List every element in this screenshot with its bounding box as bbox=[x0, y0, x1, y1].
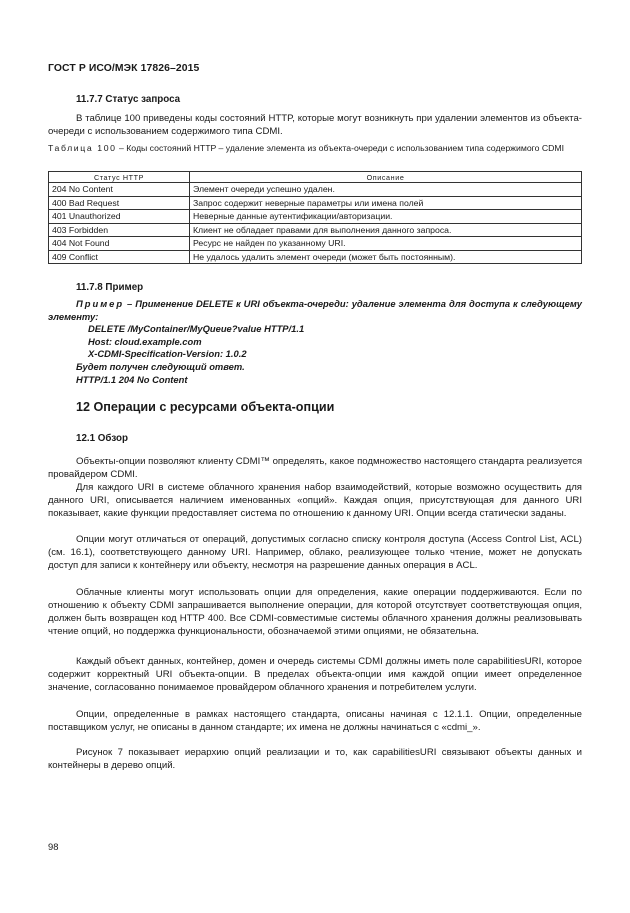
table-row bbox=[49, 237, 582, 251]
table-caption bbox=[48, 143, 582, 155]
code-line: DELETE /MyContainer/MyQueue?value HTTP/1.1 bbox=[88, 323, 305, 335]
standard-header: ГОСТ Р ИСО/МЭК 17826–2015 bbox=[48, 63, 200, 74]
example-text: – Применение DELETE к URI объекта-очереди: удаление элемента для доступа к следующему элементу: bbox=[48, 298, 582, 322]
table-header-row bbox=[49, 172, 582, 183]
table-header-status: Статус HTTP bbox=[49, 172, 190, 183]
overview-paragraph: Объекты-опции позволяют клиенту CDMI™ определять, какое подмножество настоящего стандарта реализуется провайдером CDMI. bbox=[48, 456, 583, 481]
example-block bbox=[48, 298, 582, 386]
description-cell: Клиент не обладает правами для выполнения данного запроса. bbox=[190, 223, 582, 237]
example-lead bbox=[48, 298, 582, 323]
intro-paragraph: В таблице 100 приведены коды состояний HTTP, которые могут возникнуть при удалении элементов из объекта-очереди с использованием содержимого типа CDMI. bbox=[48, 113, 582, 138]
table-row bbox=[49, 223, 582, 237]
table-row bbox=[49, 196, 582, 210]
section-title-12-1: 12.1 Обзор bbox=[76, 433, 128, 444]
overview-paragraph: Для каждого URI в системе облачного хранения набор взаимодействий, которые возможно осуществить для данного URI, описывается наличием именованных «опций». Каждая опция, присутствующая для данного URI показывает, какие функции предоставляет система по отношению к данному URI. Опции всегда статически заданы. bbox=[48, 482, 582, 520]
overview-paragraph: Каждый объект данных, контейнер, домен и очередь системы CDMI должны иметь поле capabilitiesURI, которое содержит корректный URI объекта-опции. В пределах объекта-опции имя каждой опции имеет определенное значение, согласованно понимаемое провайдером облачного хранения и потребителем услуги. bbox=[48, 656, 582, 694]
status-cell: 401 Unauthorized bbox=[49, 210, 190, 224]
status-cell: 404 Not Found bbox=[49, 237, 190, 251]
description-cell: Элемент очереди успешно удален. bbox=[190, 183, 582, 197]
table-caption-text: – Коды состояний HTTP – удаление элемента из объекта-очереди с использованием типа содержимого CDMI bbox=[116, 143, 565, 153]
page-number: 98 bbox=[48, 841, 59, 852]
status-cell: 204 No Content bbox=[49, 183, 190, 197]
table-row bbox=[49, 183, 582, 197]
table-header-description: Описание bbox=[190, 172, 582, 183]
chapter-title-12: 12 Операции с ресурсами объекта-опции bbox=[76, 400, 335, 414]
overview-paragraph: Облачные клиенты могут использовать опции для определения, какие операции поддерживаются. Если по отношению к объекту CDMI запрашивается выполнение операции, для которой отсутствует соответствующая опция, должен быть возвращен код HTTP 400. Все CDMI-совместимые системы облачного хранения должны реализовывать чтение опций, но поддержка функциональности, обозначаемой этими опциями, не обязательна. bbox=[48, 587, 582, 638]
code-line: Host: cloud.example.com bbox=[88, 335, 202, 347]
overview-paragraph: Опции, определенные в рамках настоящего стандарта, описаны начиная с 12.1.1. Опции, определенные поставщиком услуг, не описаны в данном стандарте; их имена не должны начинаться с «cdmi_». bbox=[48, 709, 582, 734]
description-cell: Не удалось удалить элемент очереди (может быть постоянным). bbox=[190, 250, 582, 264]
table-row bbox=[49, 250, 582, 264]
response-line: HTTP/1.1 204 No Content bbox=[76, 373, 188, 385]
status-cell: 400 Bad Request bbox=[49, 196, 190, 210]
overview-paragraph: Опции могут отличаться от операций, допустимых согласно списку контроля доступа (Access Control List, ACL) (см. 16.1), соответствующего данному URI. Например, облако, реализующее только чтение, может не допускать доступ для записи к контейнеру или объекту, несмотря на разрешение данных операция в ACL. bbox=[48, 534, 582, 572]
description-cell: Запрос содержит неверные параметры или имена полей bbox=[190, 196, 582, 210]
section-title-11-7-7: 11.7.7 Статус запроса bbox=[76, 94, 181, 105]
table-row bbox=[49, 210, 582, 224]
description-cell: Неверные данные аутентификации/авторизации. bbox=[190, 210, 582, 224]
status-codes-table bbox=[48, 171, 582, 264]
section-title-11-7-8: 11.7.8 Пример bbox=[76, 282, 144, 293]
status-cell: 409 Conflict bbox=[49, 250, 190, 264]
code-line: X-CDMI-Specification-Version: 1.0.2 bbox=[88, 348, 247, 360]
overview-paragraph: Рисунок 7 показывает иерархию опций реализации и то, как capabilitiesURI связывают объекты данных и контейнеры в дерево опций. bbox=[48, 747, 582, 772]
table-caption-label: Таблица 100 bbox=[48, 143, 117, 153]
status-cell: 403 Forbidden bbox=[49, 223, 190, 237]
description-cell: Ресурс не найден по указанному URI. bbox=[190, 237, 582, 251]
result-label: Будет получен следующий ответ. bbox=[76, 360, 245, 372]
example-label: Пример bbox=[76, 298, 125, 309]
